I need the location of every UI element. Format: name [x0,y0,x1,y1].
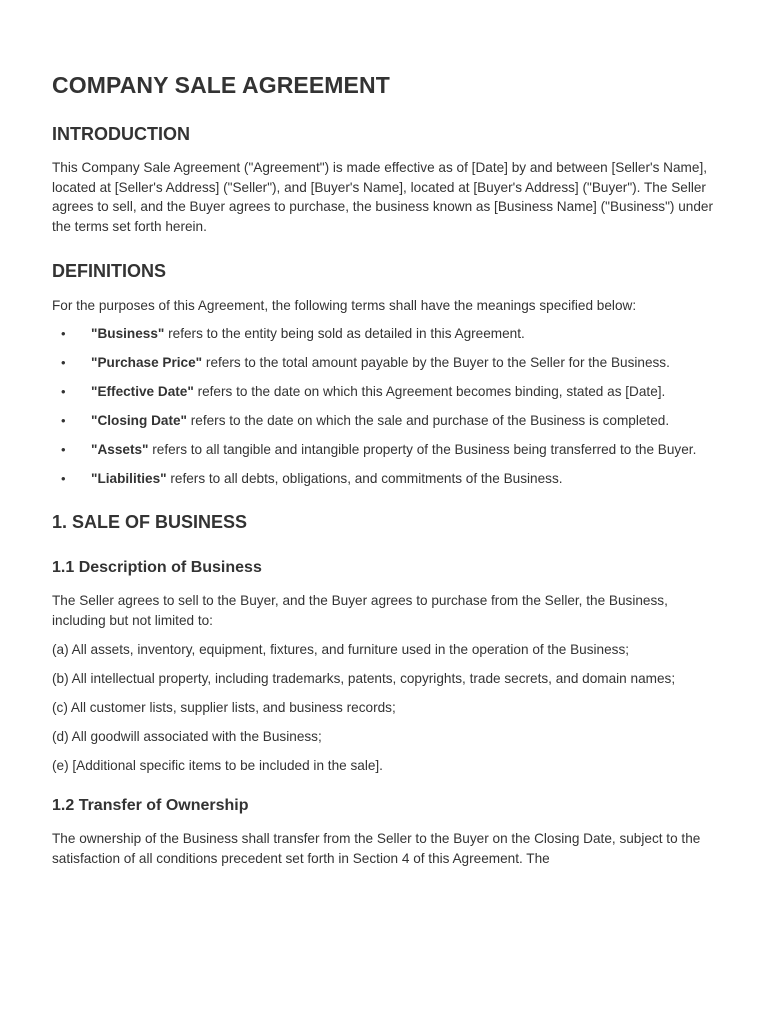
section-1-1-text: The Seller agrees to sell to the Buyer, and the Buyer agrees to purchase from the Seller, the Business, including but not limited to: [52,593,668,628]
bullet-icon: • [61,441,66,457]
definition-text: refers to all tangible and intangible property of the Business being transferred to the Buyer. [148,441,697,457]
document-title: COMPANY SALE AGREEMENT [52,72,390,98]
section-1-1-item-b: (b) All intellectual property, including trademarks, patents, copyrights, trade secrets, and domain names; [52,670,676,686]
bullet-icon: • [61,325,66,341]
bullet-icon: • [61,354,66,370]
definition-term: "Effective Date" [91,383,194,399]
bullet-icon: • [61,470,66,486]
definition-text: refers to the date on which the sale and purchase of the Business is completed. [186,412,670,428]
introduction-heading: INTRODUCTION [52,124,190,144]
section-1-2-heading: 1.2 Transfer of Ownership [52,797,249,814]
definition-item [52,353,722,373]
definition-item [52,411,722,431]
definition-term: "Purchase Price" [91,354,203,370]
section-1-1-heading: 1.1 Description of Business [52,559,262,576]
definition-text: refers to all debts, obligations, and commitments of the Business. [166,470,563,486]
bullet-icon: • [61,383,66,399]
section-1-heading: 1. SALE OF BUSINESS [52,512,248,532]
definitions-heading: DEFINITIONS [52,261,167,281]
definition-item [52,382,722,402]
definition-term: "Business" [91,325,165,341]
definition-text: refers to the entity being sold as detailed in this Agreement. [164,325,525,341]
introduction-text: This Company Sale Agreement ("Agreement") is made effective as of [Date] by and between [Seller's Name], located at [Seller's Address] ("Seller"), and [Buyer's Name], located at [Buyer's Address] ("Buyer"). The Seller agrees to sell, and the Buyer agrees to purchase, the business known as [Business Name] ("Business") under the terms set forth herein. [52,160,713,234]
definition-item [52,324,722,344]
definitions-intro: For the purposes of this Agreement, the following terms shall have the meanings specified below: [52,298,637,313]
definition-item [52,440,722,460]
section-1-2-text: The ownership of the Business shall transfer from the Seller to the Buyer on the Closing Date, subject to the satisfaction of all conditions precedent set forth in Section 4 of this Agreement. The [52,831,701,866]
section-1-1-item-d: (d) All goodwill associated with the Business; [52,728,322,744]
definition-term: "Assets" [91,441,149,457]
definition-term: "Liabilities" [91,470,167,486]
definitions-list [52,324,722,489]
document-page [52,70,722,868]
definition-text: refers to the total amount payable by the Buyer to the Seller for the Business. [202,354,670,370]
section-1-1-item-c: (c) All customer lists, supplier lists, and business records; [52,699,396,715]
section-1-1-item-a: (a) All assets, inventory, equipment, fixtures, and furniture used in the operation of the Business; [52,641,630,657]
definition-text: refers to the date on which this Agreement becomes binding, stated as [Date]. [193,383,666,399]
section-1-1-item-e: (e) [Additional specific items to be included in the sale]. [52,757,383,773]
definition-item [52,469,722,489]
definition-term: "Closing Date" [91,412,187,428]
bullet-icon: • [61,412,66,428]
